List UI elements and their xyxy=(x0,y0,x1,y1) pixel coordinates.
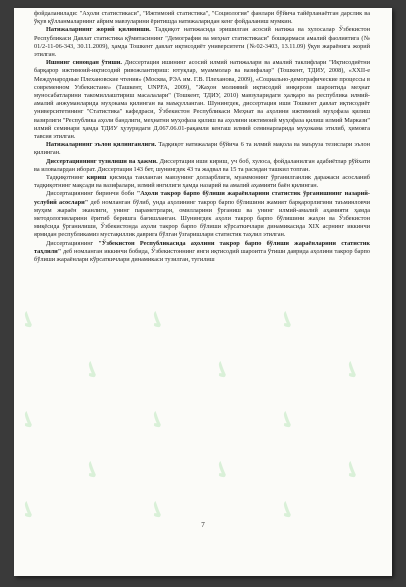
bold-text: Диссертациянинг тузилиши ва ҳажми. xyxy=(46,157,158,165)
text-span: деб номланган бўлиб, унда аҳолининг такрор барпо бўлишини жамият барқарорлигини таъминловчи муҳим жараён эканлиги, унинг параметрлари, омилларини ўрганиш ва унинг илмий-амалий аҳамияти ҳамда методологияларини ёритиб беришга бағишланган. Шунингдек аҳоли такрор барпо бўлишини жаҳон ва Ўзбекистон миқёсида ўрганилиши, Ўзбекистонда аҳоли такрор барпо бўлиши кўрсаткичлари динамикасида XIX асрнинг иккинчи ярмидан республикамиз мустақиллик даврига бўлган ўзгаришлари статистик таҳлил этилган. xyxy=(34,198,370,239)
text-span: Диссертациянинг xyxy=(46,239,99,247)
text-span: Тадқиқот натижалари бўйича 6 та илмий мақола ва маъруза тезислари эълон қилинган. xyxy=(34,141,370,157)
paragraph xyxy=(34,240,370,265)
watermark-check-icon: ✔ xyxy=(337,456,369,485)
watermark-check-icon: ✔ xyxy=(207,456,239,485)
watermark-check-icon: ✔ xyxy=(337,356,369,385)
paragraph xyxy=(34,26,370,59)
watermark-check-icon: ✔ xyxy=(272,406,304,435)
watermark-check-icon: ✔ xyxy=(207,356,239,385)
watermark-check-icon: ✔ xyxy=(142,496,174,525)
bold-text: Ишнинг синовдан ўтиши. xyxy=(46,59,122,67)
paragraph xyxy=(34,174,370,190)
text-span: фойдаланилади: "Аҳоли статистикаси", "Ижтимоий статистика", "Социология" фанлари бўйича тайёрланаётган дарслик ва ўқув қўлланмаларнинг айрим мавзуларини ёритишда натижаларидан кенг фойдаланиш мумкин. xyxy=(34,10,370,26)
text-span: Диссертация иши кириш, уч боб, хулоса, фойдаланилган адабиётлар рўйхати ва иловалардан иборат. Диссертация 143 бет, шунингдек 43 та жадвал ва 15 та расмдан ташкил топган. xyxy=(34,157,370,173)
text-span: деб номланган иккинчи бобида, Ўзбекистоннинг янги иқтисодий шароитга ўтиши даврида аҳолини такрор барпо бўлиши жараёнлари кўрсаткичлари динамикаси тузилган, тугилиш xyxy=(34,247,370,264)
text-span: қисмида танланган мавзунинг долзарблиги, муаммонинг ўрганилганлик даражаси асосланиб тадқиқотнинг мақсади ва вазифалари, илмий янгилиги ҳамда назарий ва амалий аҳамияти баён қилинган. xyxy=(34,174,371,190)
paragraph xyxy=(34,10,370,26)
text-span: Диссертациянинг биринчи боби xyxy=(46,190,137,198)
watermark-check-icon: ✔ xyxy=(142,306,174,335)
paragraph xyxy=(34,158,370,174)
text-span: Диссертация ишининг асосий илмий натижалари ва амалий таклифлари "Иқтисодиётни барқарор ижтимоий-иқтисодий ривожлантириш: ютуқлар, муаммолар ва вазифалар" (Тошкент, ТДИУ, 2008), «XXII-е Международные Плехановские чтения» (Москва, РЭА им. Г.В. Плеханова, 2009), «Социально-демографические процессы в современном Узбекистане» (Ташкент, UNPFA, 2009), "Жаҳон молиявий иқтисодий инқирози шароитида меҳнат муносабатларини такомиллаштириш масалалари" (Тошкент, ТДИУ, 2010) мавзуларидаги ҳалқаро ва республика илмий-амалий анжуманларида муҳокама қилинган ва маъқулланган. Шунингдек, диссертация иши Тошкент давлат иқтисодиёт университетининг "Статистика" кафедраси, Ўзбекистон Республикаси Меҳнат ва аҳолини ижтимоий муҳофаза қилиш вазирлиги "Республика аҳоли бандлиги, меҳнатни муҳофаза қилиш ва аҳолини ижтимоий муҳофаза қилиш илмий Маркази" илмий семинари ҳамда ТДИУ ҳузуридаги Д.067.06.01-рақамли кенгаш илмий семинарларида муҳокама этилиб, ҳимояга тавсия этилган. xyxy=(34,59,371,141)
watermark-check-icon: ✔ xyxy=(142,406,174,435)
watermark-check-icon: ✔ xyxy=(14,496,45,525)
watermark-check-icon: ✔ xyxy=(272,496,304,525)
bold-text: "Аҳоли такрор барпо бўлиши жараёнларини статистик ўрганишнинг назарий-услубий асослари" xyxy=(34,190,370,206)
text-span: Тадқиқотнинг xyxy=(46,174,87,182)
bold-text: Натижаларнинг эълон қилинганлиги. xyxy=(46,141,157,149)
watermark-check-icon: ✔ xyxy=(77,456,109,485)
text-span: Тадқиқот натижасида эришилган асосий натижа ва хулосалар Ўзбекистон Республикаси Давлат статистика қўмитасининг "Демография ва меҳнат статистикаси" бошқармаси амалий фаолиятига (№ 01/2-11-06-343, 30.11.2009), ҳамда Тошкент давлат иқтисодиёт университети (№02-3403, 13.11.09) ўқув жараёнига жорий этилган. xyxy=(34,26,370,59)
watermark-check-icon: ✔ xyxy=(272,306,304,335)
paragraph xyxy=(34,59,370,141)
document-page xyxy=(14,8,392,576)
watermark-check-icon: ✔ xyxy=(77,356,109,385)
page-number: 7 xyxy=(201,521,205,529)
paragraph xyxy=(34,190,370,239)
body-text xyxy=(34,10,370,264)
bold-text: "Ўзбекистон Республикасида аҳолини такрор барпо бўлиши жараёнларини статистик таҳлили" xyxy=(34,239,371,255)
paragraph xyxy=(34,141,370,157)
watermark-check-icon: ✔ xyxy=(14,306,45,335)
bold-text: Натижаларнинг жорий қилиниши. xyxy=(46,26,151,34)
watermark-check-icon: ✔ xyxy=(14,406,45,435)
bold-text: кириш xyxy=(86,174,107,182)
